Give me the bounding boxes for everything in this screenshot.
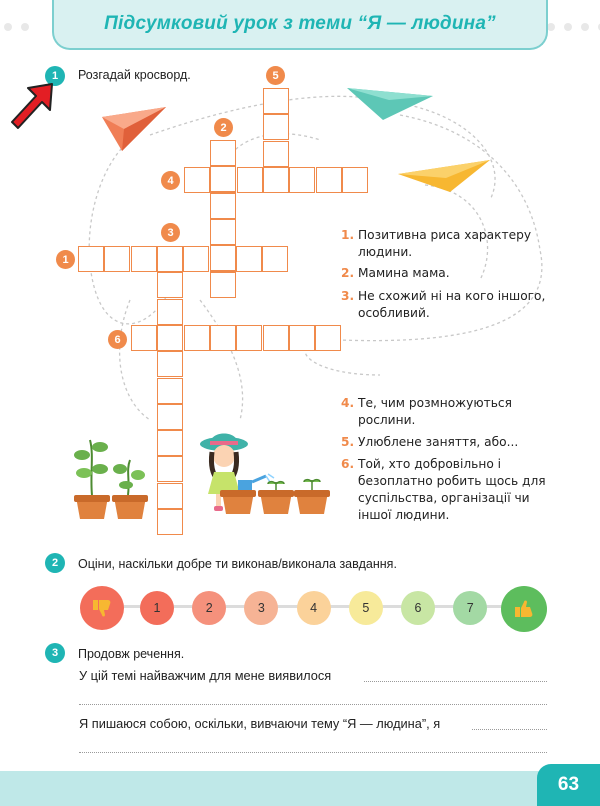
task-2-text: Оціни, наскільки добре ти виконав/виконала завдання.	[78, 557, 397, 571]
bottom-band	[0, 771, 600, 806]
crossword-cell[interactable]	[316, 167, 342, 193]
rating-option-1[interactable]: 1	[140, 591, 174, 625]
page-title: Підсумковий урок з теми “Я — людина”	[104, 13, 496, 34]
sentence-2-answer-line[interactable]	[472, 729, 547, 730]
decor-dots-left	[4, 23, 29, 31]
rating-option-2[interactable]: 2	[192, 591, 226, 625]
clue-3: 3. Не схожий ні на кого іншого, особливий.	[341, 289, 546, 320]
girl-watering-illustration	[192, 430, 332, 525]
crossword-number-2: 2	[214, 118, 233, 137]
clue-1: 1. Позитивна риса характеру людини.	[341, 228, 532, 259]
crossword-cell[interactable]	[236, 246, 262, 272]
sentence-1-answer-line-2[interactable]	[79, 704, 547, 705]
crossword-cell[interactable]	[184, 167, 210, 193]
crossword-cell[interactable]	[157, 325, 183, 351]
thumbs-up-icon	[513, 598, 535, 620]
crossword-cell[interactable]	[183, 246, 209, 272]
crossword-number-1: 1	[56, 250, 75, 269]
rating-option-3[interactable]: 3	[244, 591, 278, 625]
crossword-cell[interactable]	[237, 167, 263, 193]
crossword-cell[interactable]	[289, 167, 315, 193]
crossword-cell[interactable]	[131, 325, 157, 351]
crossword-cell[interactable]	[78, 246, 104, 272]
rating-option-4[interactable]: 4	[297, 591, 331, 625]
rating-option-5[interactable]: 5	[349, 591, 383, 625]
thumbs-down-icon	[91, 597, 113, 619]
crossword-cell[interactable]	[210, 325, 236, 351]
crossword-cell[interactable]	[104, 246, 130, 272]
sentence-2-answer-line-2[interactable]	[79, 752, 547, 753]
crossword-number-3: 3	[161, 223, 180, 242]
clue-2: 2. Мамина мама.	[341, 266, 450, 280]
crossword-cell[interactable]	[342, 167, 368, 193]
crossword-cell[interactable]	[131, 246, 157, 272]
crossword-cell[interactable]	[157, 246, 183, 272]
crossword-number-4: 4	[161, 171, 180, 190]
crossword-cell[interactable]	[157, 456, 183, 482]
crossword-cell[interactable]	[210, 219, 236, 245]
crossword-cell[interactable]	[262, 246, 288, 272]
crossword-cell[interactable]	[184, 325, 210, 351]
clue-4: 4. Те, чим розмножуються рослини.	[341, 396, 512, 427]
thumbs-down-button[interactable]	[80, 586, 124, 630]
sentence-1: У цій темі найважчим для мене виявилося	[79, 668, 332, 683]
crossword-number-6: 6	[108, 330, 127, 349]
task-3-text: Продовж речення.	[78, 647, 185, 661]
crossword-cell[interactable]	[210, 245, 236, 271]
crossword-cell[interactable]	[157, 351, 183, 377]
crossword-cell[interactable]	[263, 167, 289, 193]
page-number: 63	[537, 764, 600, 806]
crossword-cell[interactable]	[157, 299, 183, 325]
crossword-cell[interactable]	[315, 325, 341, 351]
task-1-text: Розгадай кросворд.	[78, 68, 191, 82]
crossword-cell[interactable]	[210, 166, 236, 192]
task-3-badge: 3	[45, 643, 65, 663]
clue-6: 6. Той, хто добровільно і безоплатно робить щось для суспільства, організації чи іншої людини.	[341, 457, 546, 522]
crossword-cell[interactable]	[157, 378, 183, 404]
paper-plane-orange-icon	[100, 105, 168, 153]
clue-5: 5. Улюблене заняття, або...	[341, 435, 519, 449]
crossword-cell[interactable]	[263, 141, 289, 167]
rating-option-7[interactable]: 7	[453, 591, 487, 625]
task-2-badge: 2	[45, 553, 65, 573]
crossword-cell[interactable]	[210, 140, 236, 166]
crossword-cell[interactable]	[157, 483, 183, 509]
sentence-1-answer-line[interactable]	[364, 681, 547, 682]
crossword-cell[interactable]	[157, 430, 183, 456]
potted-plants-left-illustration	[70, 425, 160, 525]
crossword-cell[interactable]	[210, 272, 236, 298]
task-1-badge: 1	[45, 66, 65, 86]
paper-plane-teal-icon	[345, 86, 435, 122]
decor-dots-right	[547, 23, 600, 31]
crossword-cell[interactable]	[210, 193, 236, 219]
paper-plane-yellow-icon	[396, 158, 492, 194]
crossword-number-5: 5	[266, 66, 285, 85]
thumbs-up-button[interactable]	[501, 586, 547, 632]
sentence-2: Я пишаюся собою, оскільки, вивчаючи тему “Я — людина”, я	[79, 716, 441, 731]
crossword-cell[interactable]	[157, 272, 183, 298]
title-banner	[52, 0, 548, 50]
crossword-cell[interactable]	[263, 88, 289, 114]
crossword-cell[interactable]	[289, 325, 315, 351]
crossword-cell[interactable]	[157, 509, 183, 535]
crossword-cell[interactable]	[263, 114, 289, 140]
crossword-cell[interactable]	[263, 325, 289, 351]
crossword-cell[interactable]	[236, 325, 262, 351]
rating-option-6[interactable]: 6	[401, 591, 435, 625]
crossword-cell[interactable]	[157, 404, 183, 430]
